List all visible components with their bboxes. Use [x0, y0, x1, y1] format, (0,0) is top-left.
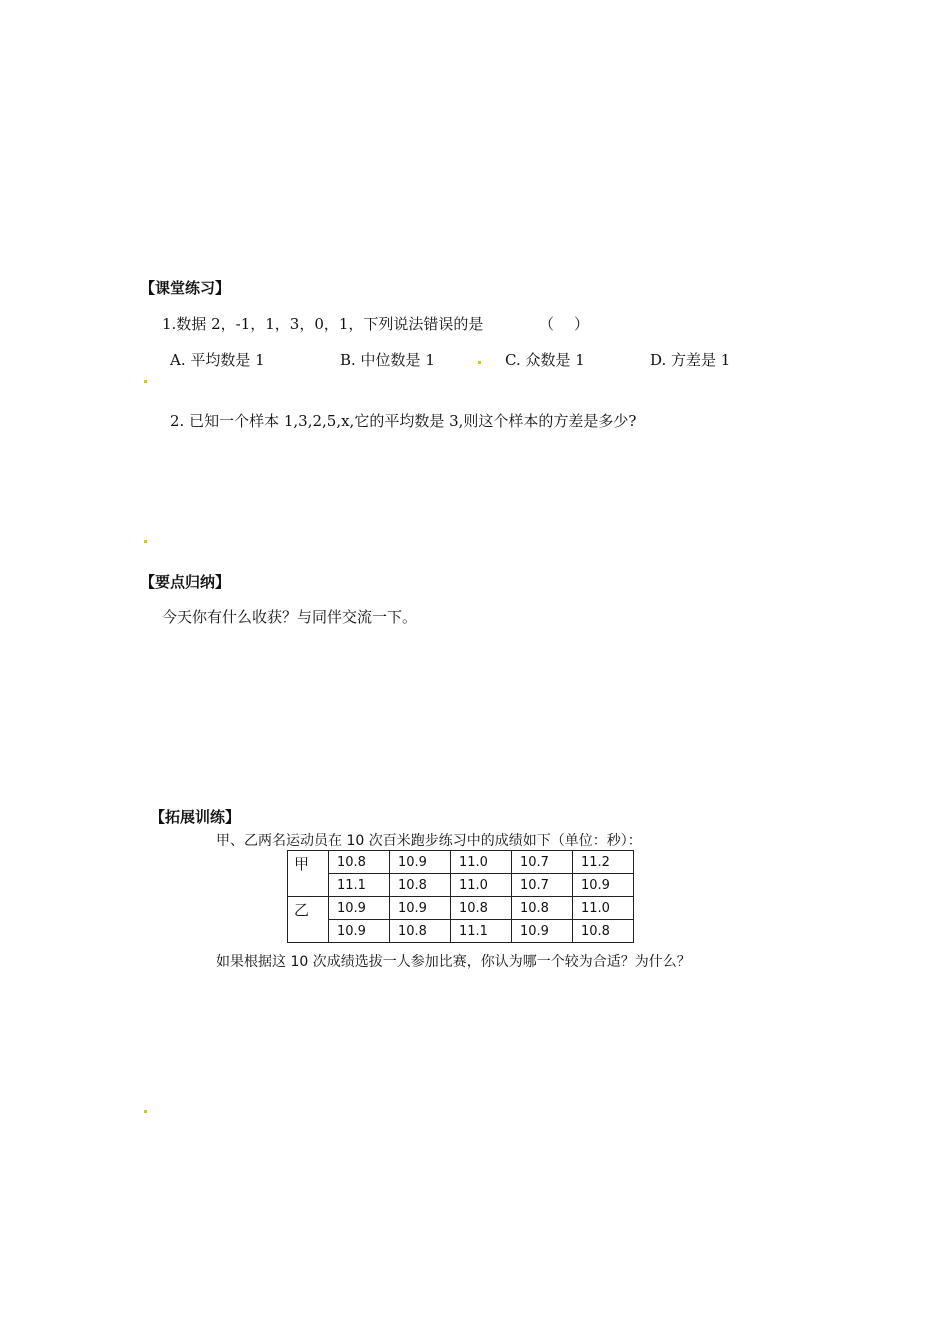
score-cell: 10.8	[329, 851, 390, 874]
marker-dot	[144, 540, 147, 543]
extension-heading: 【拓展训练】	[150, 808, 241, 826]
score-cell: 10.7	[512, 874, 573, 897]
question-1	[162, 313, 589, 334]
table-row	[288, 920, 634, 943]
score-cell: 10.8	[390, 874, 451, 897]
table-row	[288, 897, 634, 920]
marker-dot	[144, 380, 147, 383]
summary-text: 今天你有什么收获？与同伴交流一下。	[162, 608, 418, 626]
option-a: A. 平均数是 1	[170, 351, 265, 369]
scores-table	[287, 850, 634, 943]
score-cell: 11.1	[451, 920, 512, 943]
marker-dot	[144, 1110, 147, 1113]
answer-paren-open: （	[538, 315, 554, 333]
score-cell: 11.0	[451, 874, 512, 897]
score-cell: 10.9	[512, 920, 573, 943]
extension-question: 如果根据这 10 次成绩选拔一人参加比赛，你认为哪一个较为合适？为什么？	[216, 954, 691, 970]
option-b: B. 中位数是 1	[340, 351, 435, 369]
score-cell: 11.1	[329, 874, 390, 897]
question-2: 2. 已知一个样本 1,3,2,5,x,它的平均数是 3,则这个样本的方差是多少?	[170, 412, 637, 430]
athlete-yi-label: 乙	[288, 897, 329, 943]
option-d: D. 方差是 1	[650, 351, 731, 369]
score-cell: 10.9	[390, 897, 451, 920]
score-cell: 10.9	[573, 874, 634, 897]
score-cell: 10.8	[512, 897, 573, 920]
table-row	[288, 851, 634, 874]
marker-dot	[478, 361, 481, 364]
table-row	[288, 874, 634, 897]
score-cell: 11.2	[573, 851, 634, 874]
score-cell: 10.8	[390, 920, 451, 943]
score-cell: 10.8	[573, 920, 634, 943]
score-cell: 10.8	[451, 897, 512, 920]
question-1-stem: 1.数据 2，-1，1，3，0，1，下列说法错误的是	[162, 315, 484, 333]
score-cell: 10.9	[390, 851, 451, 874]
option-c: C. 众数是 1	[505, 351, 585, 369]
score-cell: 10.9	[329, 920, 390, 943]
answer-paren-close: ）	[574, 315, 590, 333]
summary-heading: 【要点归纳】	[140, 573, 231, 591]
score-cell: 10.7	[512, 851, 573, 874]
extension-intro: 甲、乙两名运动员在 10 次百米跑步练习中的成绩如下（单位：秒）：	[216, 833, 642, 849]
athlete-jia-label: 甲	[288, 851, 329, 897]
score-cell: 11.0	[573, 897, 634, 920]
score-cell: 10.9	[329, 897, 390, 920]
practice-heading: 【课堂练习】	[140, 279, 231, 297]
score-cell: 11.0	[451, 851, 512, 874]
